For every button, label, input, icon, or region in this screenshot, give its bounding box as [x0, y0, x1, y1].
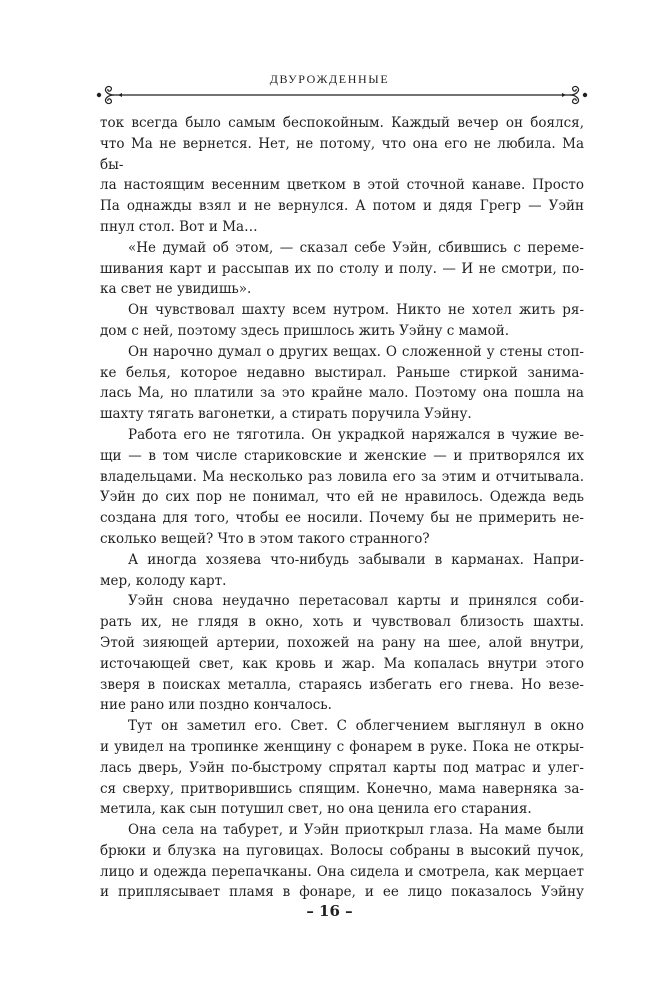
paragraph: [100, 425, 584, 550]
paragraph: [100, 550, 584, 592]
text-line: мер, колоду карт.: [100, 572, 227, 589]
text-line: А иногда хозяева что-нибудь забывали в карманах. Напри-: [128, 551, 584, 568]
text-line: «Не думай об этом, — сказал себе Уэйн, сбившись с переме-: [128, 239, 584, 256]
text-line: ке белья, которое недавно выстирал. Раньше стиркой занима-: [100, 364, 584, 381]
text-line: Тут он заметил его. Свет. С облегчением выглянул в окно: [128, 718, 584, 735]
text-line: что Ма не вернется. Нет, не потому, что она его не любила. Ма бы-: [100, 135, 584, 173]
text-line: ла настоящим весенним цветком в этой сточной канаве. Просто: [100, 177, 584, 194]
text-line: ка свет не увидишь».: [100, 281, 252, 298]
text-line: дом с ней, поэтому здесь пришлось жить Уэйну с мамой.: [100, 322, 510, 339]
text-line: Он чувствовал шахту всем нутром. Никто не хотел жить ря-: [128, 302, 584, 319]
paragraph: [100, 342, 584, 425]
text-line: лась дверь, Уэйн по-быстрому спрятал карты под матрас и улег-: [100, 759, 584, 776]
text-line: лась Ма, но платили за это крайне мало. Поэтому она пошла на: [100, 385, 584, 402]
text-line: брюки и блузка на пуговицах. Волосы собраны в высокий пучок,: [100, 842, 584, 859]
text-line: пнул стол. Вот и Ма…: [100, 218, 258, 235]
paragraph: [100, 716, 584, 820]
text-line: лицо и одежда перепачканы. Она сидела и смотрела, как мерцает: [100, 863, 584, 880]
text-line: щи — в том числе стариковские и женские — и притворялся их: [100, 447, 584, 464]
text-line: ся сверху, притворившись спящим. Конечно, мама наверняка за-: [100, 780, 584, 797]
text-line: сколько вещей? Что в этом такого странного?: [100, 530, 430, 547]
text-line: и увидел на тропинке женщину с фонарем в руке. Пока не откры-: [100, 738, 584, 755]
paragraph: [100, 591, 584, 716]
text-line: и приплясывает пламя в фонаре, и ее лицо показалось Уэйну: [100, 884, 584, 901]
paragraph: [100, 238, 584, 300]
paragraph: [100, 300, 584, 342]
body-text: [100, 113, 584, 903]
text-line: рать их, не глядя в окно, хоть и чувствовал близость шахты.: [100, 614, 584, 631]
paragraph: [100, 820, 584, 903]
text-line: Па однажды взял и не вернулся. А потом и дядя Грегр — Уэйн: [100, 198, 584, 215]
page-number: – 16 –: [306, 902, 353, 920]
paragraph: [100, 113, 584, 238]
ornamental-rule: [96, 84, 588, 106]
text-line: Этой зияющей артерии, похожей на рану на шее, алой внутри,: [100, 634, 584, 651]
text-line: создана для того, чтобы ее носили. Почему бы не примерить не-: [100, 510, 584, 527]
text-line: метила, как сын потушил свет, но она ценила его старания.: [100, 801, 532, 818]
text-line: шивания карт и рассыпав их по столу и полу. — И не смотри, по-: [100, 260, 584, 277]
text-line: зверя в поисках металла, стараясь избегать его гнева. Но везе-: [100, 676, 584, 693]
text-line: шахту тягать вагонетки, а стирать поручила Уэйну.: [100, 406, 472, 423]
text-line: Уэйн снова неудачно перетасовал карты и принялся соби-: [128, 593, 584, 610]
running-title: ДВУРОЖДЕННЫЕ: [269, 72, 390, 86]
text-line: ток всегда было самым беспокойным. Каждый вечер он боялся,: [100, 115, 584, 131]
text-line: Она села на табурет, и Уэйн приоткрыл глаза. На маме были: [128, 822, 584, 839]
text-line: источающей свет, как кровь и жар. Ма копалась внутри этого: [100, 655, 584, 672]
text-line: Уэйн до сих пор не понимал, что ей не нравилось. Одежда ведь: [100, 489, 584, 506]
text-line: Он нарочно думал о других вещах. О сложенной у стены стоп-: [128, 343, 584, 360]
text-line: владельцами. Ма несколько раз ловила его за этим и отчитывала.: [100, 468, 584, 485]
text-line: Работа его не тяготила. Он украдкой наряжался в чужие ве-: [128, 426, 584, 443]
text-line: ние рано или поздно кончалось.: [100, 697, 332, 714]
